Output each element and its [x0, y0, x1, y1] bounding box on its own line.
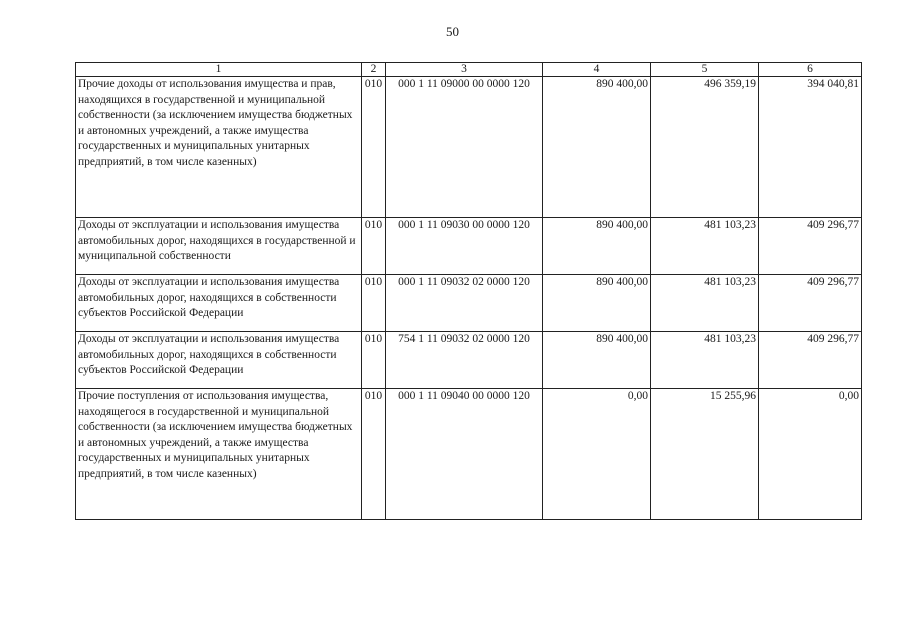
header-cell-4: 4 [543, 63, 651, 77]
header-cell-6: 6 [759, 63, 862, 77]
page-number: 50 [446, 24, 459, 39]
row-code: 010 [362, 389, 386, 520]
report-table [75, 62, 862, 520]
row-code: 010 [362, 332, 386, 389]
row-col4: 890 400,00 [543, 218, 651, 275]
table-row [76, 77, 862, 218]
row-kbk: 000 1 11 09040 00 0000 120 [386, 389, 543, 520]
row-name: Доходы от эксплуатации и использования имущества автомобильных дорог, находящихся в собственности субъектов Российской Федерации [76, 275, 362, 332]
row-col5: 496 359,19 [651, 77, 759, 218]
row-code: 010 [362, 77, 386, 218]
row-col6: 0,00 [759, 389, 862, 520]
table-row [76, 332, 862, 389]
table-row [76, 389, 862, 520]
row-col6: 409 296,77 [759, 332, 862, 389]
header-cell-1: 1 [76, 63, 362, 77]
row-kbk: 000 1 11 09032 02 0000 120 [386, 275, 543, 332]
header-cell-3: 3 [386, 63, 543, 77]
header-cell-5: 5 [651, 63, 759, 77]
table-row [76, 218, 862, 275]
row-kbk: 000 1 11 09030 00 0000 120 [386, 218, 543, 275]
header-cell-2: 2 [362, 63, 386, 77]
row-col4: 890 400,00 [543, 275, 651, 332]
row-col5: 15 255,96 [651, 389, 759, 520]
row-name: Прочие поступления от использования имущества, находящегося в государственной и муниципальной собственности (за исключением имущества бюджетных и автономных учреждений, а также имущества государственных и муниципальных унитарных предприятий, в том числе казенных) [76, 389, 362, 520]
row-name: Прочие доходы от использования имущества и прав, находящихся в государственной и муниципальной собственности (за исключением имущества бюджетных и автономных учреждений, а также имущества государственных и муниципальных унитарных предприятий, в том числе казенных) [76, 77, 362, 218]
table-row [76, 275, 862, 332]
row-name: Доходы от эксплуатации и использования имущества автомобильных дорог, находящихся в государственной и муниципальной собственности [76, 218, 362, 275]
row-code: 010 [362, 275, 386, 332]
row-kbk: 000 1 11 09000 00 0000 120 [386, 77, 543, 218]
row-code: 010 [362, 218, 386, 275]
row-col6: 409 296,77 [759, 218, 862, 275]
header-row [76, 63, 862, 77]
row-name: Доходы от эксплуатации и использования имущества автомобильных дорог, находящихся в собственности субъектов Российской Федерации [76, 332, 362, 389]
row-col4: 890 400,00 [543, 332, 651, 389]
row-col4: 0,00 [543, 389, 651, 520]
row-col5: 481 103,23 [651, 275, 759, 332]
row-col6: 394 040,81 [759, 77, 862, 218]
row-col6: 409 296,77 [759, 275, 862, 332]
row-kbk: 754 1 11 09032 02 0000 120 [386, 332, 543, 389]
row-col5: 481 103,23 [651, 332, 759, 389]
row-col5: 481 103,23 [651, 218, 759, 275]
row-col4: 890 400,00 [543, 77, 651, 218]
